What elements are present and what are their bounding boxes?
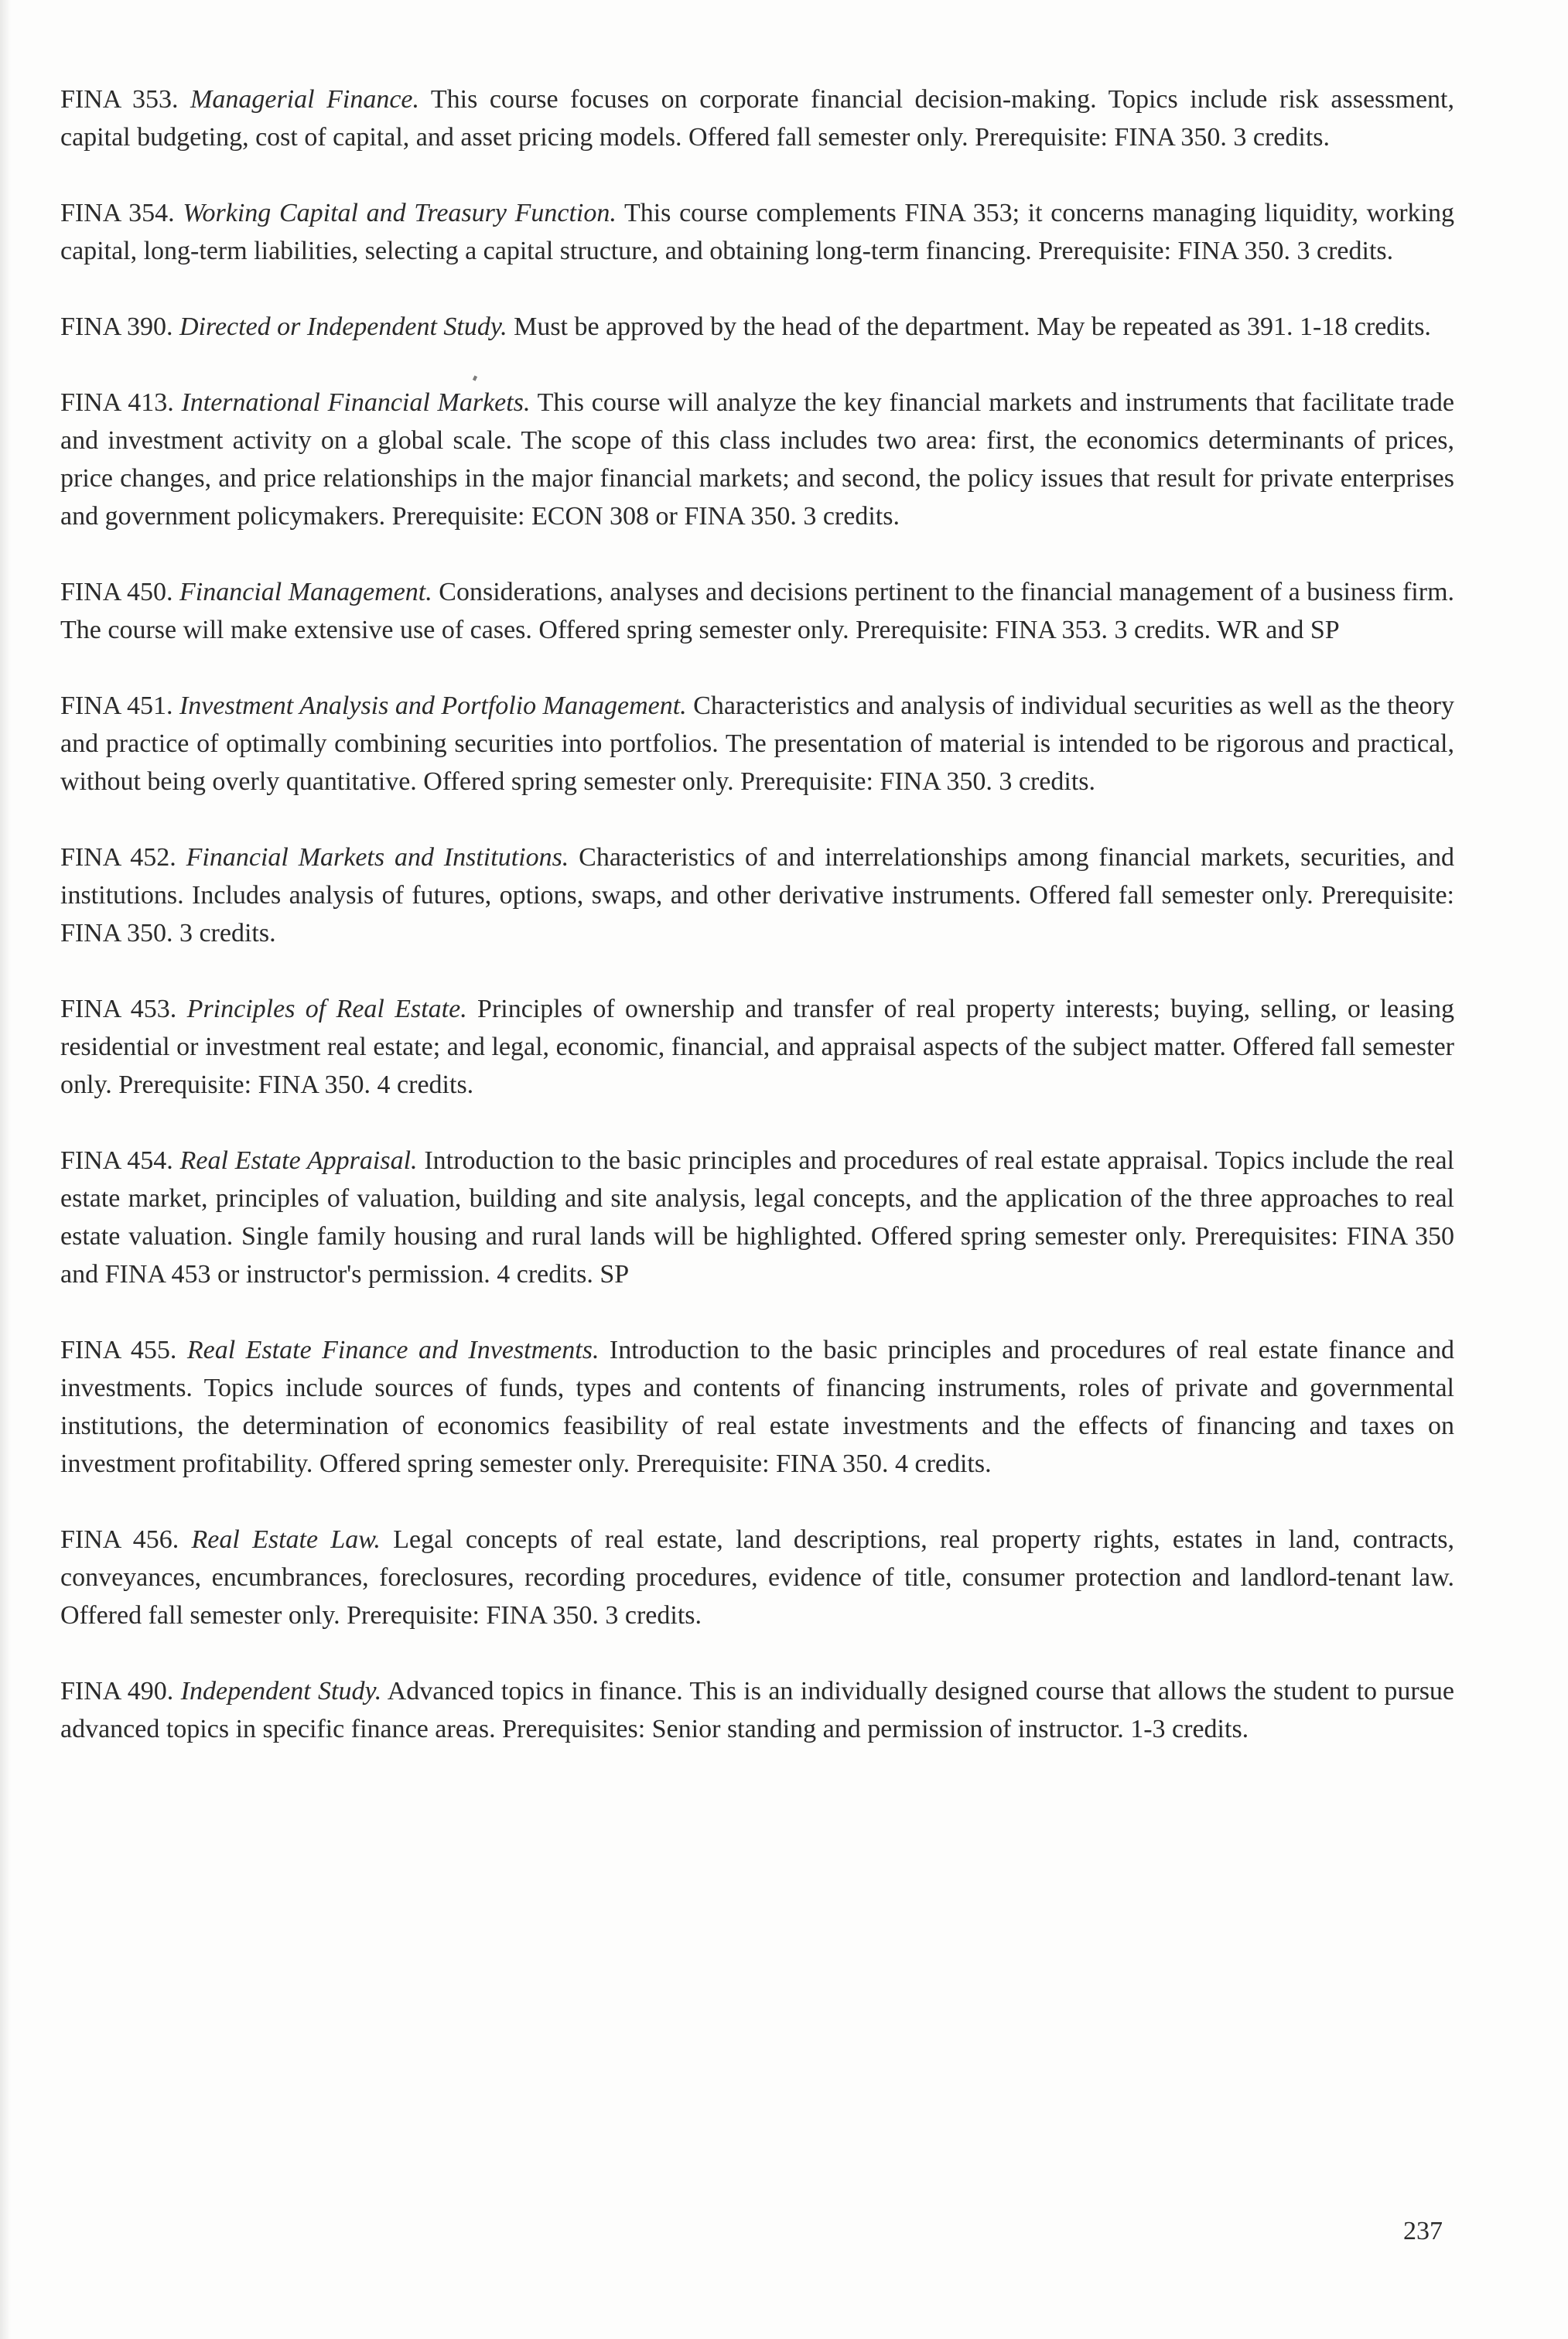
- course-entry-fina-452: [60, 838, 1454, 952]
- course-code: FINA 451.: [60, 691, 173, 720]
- page-number: 237: [1403, 2217, 1443, 2245]
- course-code: FINA 455.: [60, 1336, 177, 1364]
- course-entry-fina-353: [60, 80, 1454, 156]
- course-description: Considerations, analyses and decisions pertinent to the financial management of a business firm. The course will make extensive use of cases. Offered spring semester only. Prerequisite: FINA 353. 3 credits. WR and SP: [60, 578, 1455, 644]
- course-title: Investment Analysis and Portfolio Management.: [179, 691, 687, 720]
- course-title: Real Estate Finance and Investments.: [186, 1336, 600, 1364]
- course-entry-fina-450: [60, 573, 1454, 649]
- course-code: FINA 353.: [60, 85, 179, 114]
- course-entry-fina-456: [60, 1521, 1454, 1634]
- course-entry-fina-413: [60, 384, 1454, 535]
- course-code: FINA 354.: [60, 199, 175, 227]
- course-description: Advanced topics in finance. This is an individually designed course that allows the student to pursue advanced topics in specific finance areas. Prerequisites: Senior standing and permission of instructor. 1-3 credits.: [60, 1677, 1455, 1743]
- course-description: Introduction to the basic principles and procedures of real estate finance and investments. Topics include sources of funds, types and contents of financing instruments, roles of private and governmental institutions, the determination of economics feasibility of real estate investments and the effects of financing and taxes on investment profitability. Offered spring semester only. Prerequisite: FINA 350. 4 credits.: [60, 1336, 1455, 1478]
- course-title: International Financial Markets.: [181, 388, 531, 417]
- course-description: Legal concepts of real estate, land descriptions, real property rights, estates in land, contracts, conveyances, encumbrances, foreclosures, recording procedures, evidence of title, consumer protection and landlord-tenant law. Offered fall semester only. Prerequisite: FINA 350. 3 credits.: [60, 1525, 1455, 1630]
- course-description: Must be approved by the head of the department. May be repeated as 391. 1-18 credits.: [507, 312, 1431, 341]
- course-code: FINA 390.: [60, 312, 173, 341]
- course-description: This course focuses on corporate financial decision-making. Topics include risk assessment, capital budgeting, cost of capital, and asset pricing models. Offered fall semester only. Prerequisite: FINA 350. 3 credits.: [60, 85, 1454, 152]
- course-code: FINA 452.: [60, 843, 176, 872]
- course-description: Introduction to the basic principles and procedures of real estate appraisal. Topics include the real estate market, principles of valuation, building and site analysis, legal concepts, and the application of the three approaches to real estate valuation. Single family housing and rural lands will be highlighted. Offered spring semester only. Prerequisites: FINA 350 and FINA 453 or instructor's permission. 4 credits. SP: [60, 1146, 1454, 1289]
- course-description: This course complements FINA 353; it concerns managing liquidity, working capital, long-term liabilities, selecting a capital structure, and obtaining long-term financing. Prerequisite: FINA 350. 3 credits.: [60, 199, 1455, 265]
- course-description: Characteristics and analysis of individual securities as well as the theory and practice of optimally combining securities into portfolios. The presentation of material is intended to be rigorous and practical, without being overly quantitative. Offered spring semester only. Prerequisite: FINA 350. 3 credits.: [60, 691, 1455, 796]
- course-title: Real Estate Appraisal.: [179, 1146, 418, 1175]
- course-title: Independent Study.: [180, 1677, 382, 1706]
- course-code: FINA 450.: [60, 578, 173, 606]
- course-description: This course will analyze the key financial markets and instruments that facilitate trade and investment activity on a global scale. The scope of this class includes two area: first, the economics determinants of prices, price changes, and price relationships in the major financial markets; and second, the policy issues that result for private enterprises and government policymakers. Prerequisite: ECON 308 or FINA 350. 3 credits.: [60, 388, 1455, 531]
- course-entry-fina-354: [60, 194, 1454, 270]
- course-title: Working Capital and Treasury Function.: [183, 199, 617, 227]
- course-code: FINA 413.: [60, 388, 174, 417]
- course-entry-fina-455: [60, 1331, 1454, 1483]
- page-edge-shadow: [0, 0, 11, 2339]
- course-title: Financial Markets and Institutions.: [186, 843, 569, 872]
- course-description: Characteristics of and interrelationships among financial markets, securities, and institutions. Includes analysis of futures, options, swaps, and other derivative instruments. Offered fall semester only. Prerequisite: FINA 350. 3 credits.: [60, 843, 1454, 948]
- course-title: Directed or Independent Study.: [179, 312, 507, 341]
- course-entry-fina-451: [60, 687, 1454, 801]
- course-code: FINA 456.: [60, 1525, 179, 1554]
- course-description: Principles of ownership and transfer of real property interests; buying, selling, or leasing residential or investment real estate; and legal, economic, financial, and appraisal aspects of the subject matter. Offered fall semester only. Prerequisite: FINA 350. 4 credits.: [60, 995, 1455, 1099]
- course-entry-fina-453: [60, 990, 1454, 1104]
- course-entry-fina-390: [60, 308, 1454, 346]
- course-title: Real Estate Law.: [191, 1525, 381, 1554]
- course-title: Financial Management.: [179, 578, 432, 606]
- course-list: [60, 80, 1454, 1786]
- course-title: Managerial Finance.: [190, 85, 419, 114]
- course-entry-fina-454: [60, 1142, 1454, 1293]
- course-code: FINA 454.: [60, 1146, 173, 1175]
- course-title: Principles of Real Estate.: [186, 995, 467, 1023]
- course-entry-fina-490: [60, 1672, 1454, 1748]
- course-code: FINA 453.: [60, 995, 177, 1023]
- course-code: FINA 490.: [60, 1677, 174, 1706]
